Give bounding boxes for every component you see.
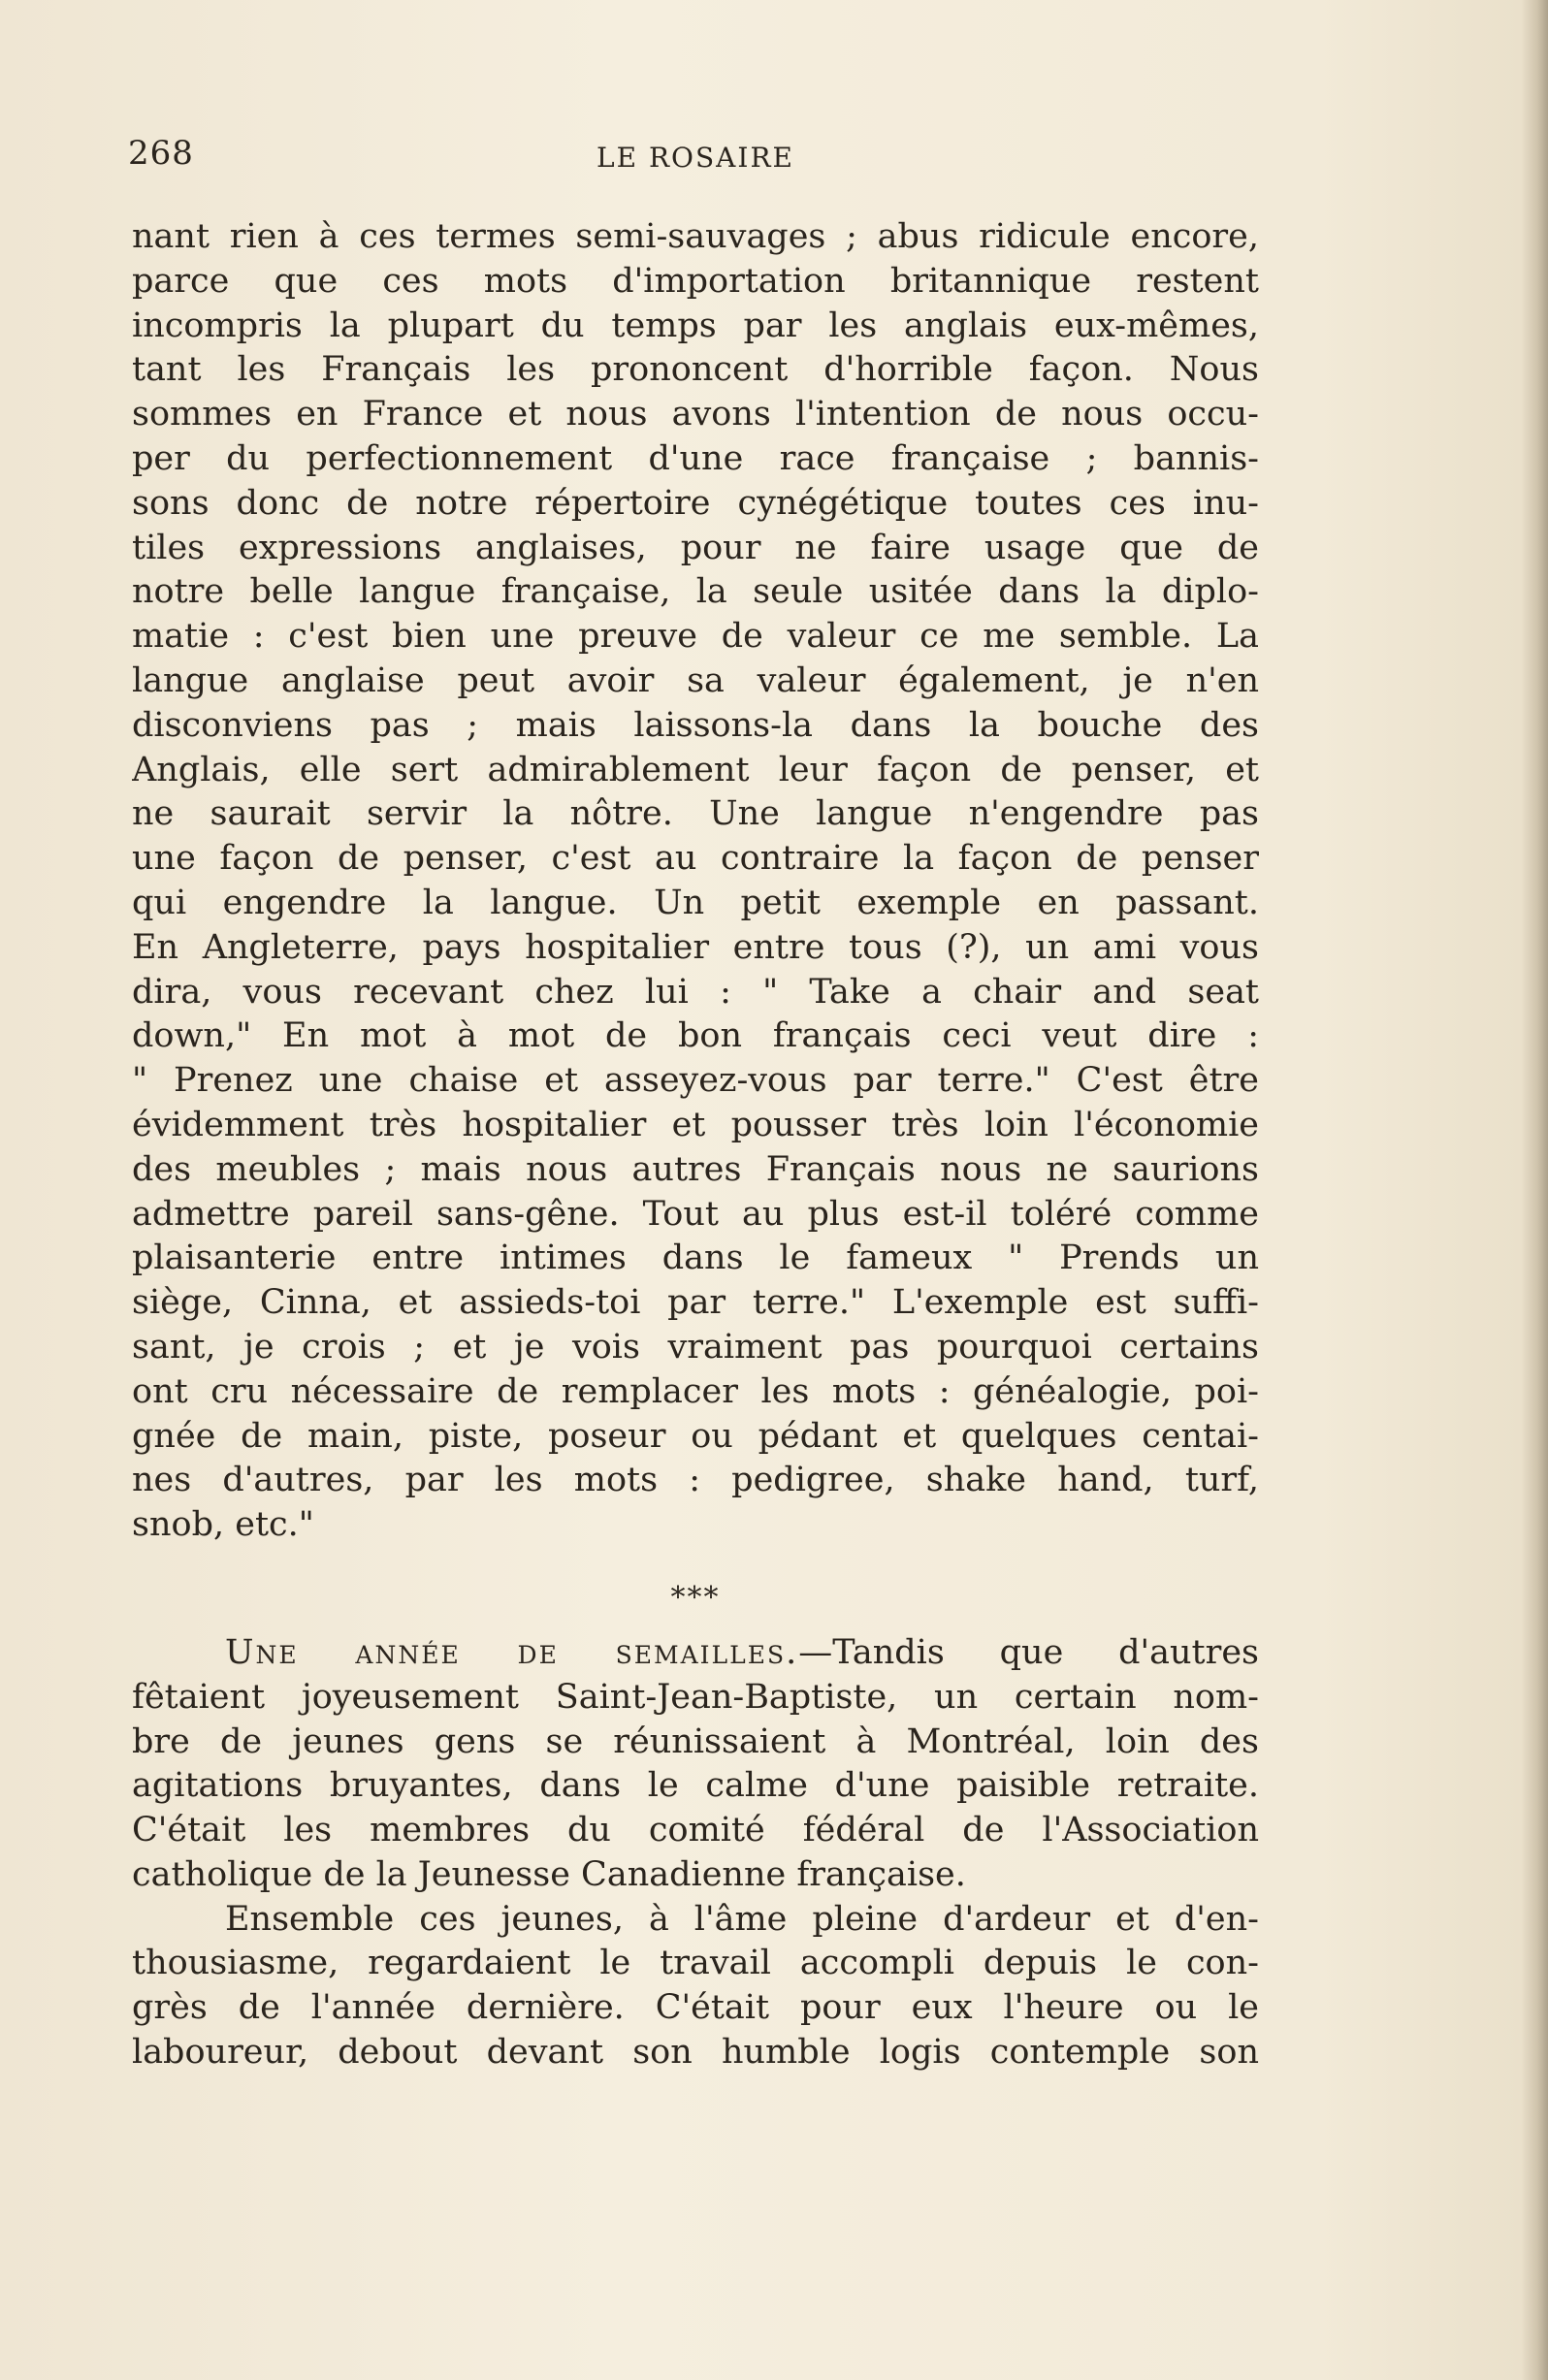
text-line: nant rien à ces termes semi-sauvages ; abus ridicule encore, — [132, 217, 1259, 256]
text-line: snob, etc." — [132, 1505, 314, 1545]
text-line: admettre pareil sans-gêne. Tout au plus est-il toléré comme — [132, 1194, 1259, 1234]
text-line: En Angleterre, pays hospitalier entre tous (?), un ami vous — [132, 927, 1259, 967]
section-heading: Une année de semailles. — [225, 1632, 799, 1672]
text-line: sons donc de notre répertoire cynégétique toutes ces inu- — [132, 483, 1259, 523]
paragraph-2 — [132, 1631, 1259, 1898]
text-line: Ensemble ces jeunes, à l'âme pleine d'ardeur et d'en- — [225, 1899, 1259, 1939]
text-line: disconviens pas ; mais laissons-la dans la bouche des — [132, 705, 1259, 745]
text-line: qui engendre la langue. Un petit exemple en passant. — [132, 883, 1259, 922]
text-line: parce que ces mots d'importation britannique restent — [132, 261, 1259, 301]
separator-stars: *** — [670, 1580, 721, 1615]
text-line: notre belle langue française, la seule usitée dans la diplo- — [132, 572, 1259, 612]
text-line: plaisanterie entre intimes dans le fameux " Prends un — [132, 1238, 1259, 1278]
text-line: catholique de la Jeunesse Canadienne française. — [132, 1854, 966, 1894]
text-line: tant les Français les prononcent d'horrible façon. Nous — [132, 350, 1259, 390]
text-line: matie : c'est bien une preuve de valeur ce me semble. La — [132, 617, 1259, 657]
section-first-line-rest: —Tandis que d'autres — [798, 1632, 1259, 1672]
text-line: ne saurait servir la nôtre. Une langue n'engendre pas — [132, 794, 1259, 834]
section-separator — [132, 1552, 1259, 1629]
paragraph-3 — [132, 1898, 1259, 2075]
text-line: C'était les membres du comité fédéral de l'Association — [132, 1811, 1259, 1850]
text-line: agitations bruyantes, dans le calme d'une paisible retraite. — [132, 1766, 1259, 1806]
body-text — [132, 215, 1259, 2075]
text-line: bre de jeunes gens se réunissaient à Montréal, loin des — [132, 1721, 1259, 1761]
text-line: nes d'autres, par les mots : pedigree, shake hand, turf, — [132, 1461, 1259, 1500]
text-line: une façon de penser, c'est au contraire la façon de penser — [132, 839, 1259, 879]
text-line: dira, vous recevant chez lui : " Take a chair and seat — [132, 972, 1259, 1012]
text-line: siège, Cinna, et assieds-toi par terre." L'exemple est suffi- — [132, 1283, 1259, 1323]
text-line: des meubles ; mais nous autres Français nous ne saurions — [132, 1149, 1259, 1189]
text-line: laboureur, debout devant son humble logis contemple son — [132, 2033, 1259, 2073]
text-line: per du perfectionnement d'une race française ; bannis- — [132, 438, 1259, 478]
text-line: sommes en France et nous avons l'intention de nous occu- — [132, 395, 1259, 434]
text-line: sant, je crois ; et je vois vraiment pas pourquoi certains — [132, 1327, 1259, 1367]
paragraph-1 — [132, 215, 1259, 1548]
section-first-line — [132, 1631, 1259, 1676]
text-line: langue anglaise peut avoir sa valeur également, je n'en — [132, 660, 1259, 700]
text-line: évidemment très hospitalier et pousser très loin l'économie — [132, 1105, 1259, 1144]
text-line: grès de l'année dernière. C'était pour eux l'heure ou le — [132, 1988, 1259, 2028]
text-line: fêtaient joyeusement Saint-Jean-Baptiste, un certain nom- — [132, 1677, 1259, 1717]
text-line: tiles expressions anglaises, pour ne faire usage que de — [132, 528, 1259, 567]
text-line: incompris la plupart du temps par les anglais eux-mêmes, — [132, 306, 1259, 345]
running-head: LE ROSAIRE — [597, 142, 794, 174]
text-line: ont cru nécessaire de remplacer les mots : généalogie, poi- — [132, 1371, 1259, 1411]
text-line: " Prenez une chaise et asseyez-vous par terre." C'est être — [132, 1061, 1259, 1101]
page-header — [128, 134, 1263, 192]
text-line: gnée de main, piste, poseur ou pédant et quelques centai- — [132, 1416, 1259, 1456]
page-number: 268 — [128, 134, 194, 173]
text-line: Anglais, elle sert admirablement leur façon de penser, et — [132, 750, 1259, 789]
text-line: thousiasme, regardaient le travail accompli depuis le con- — [132, 1944, 1259, 1983]
text-line: down," En mot à mot de bon français ceci veut dire : — [132, 1016, 1259, 1056]
page-edge-shadow — [1521, 0, 1548, 2380]
